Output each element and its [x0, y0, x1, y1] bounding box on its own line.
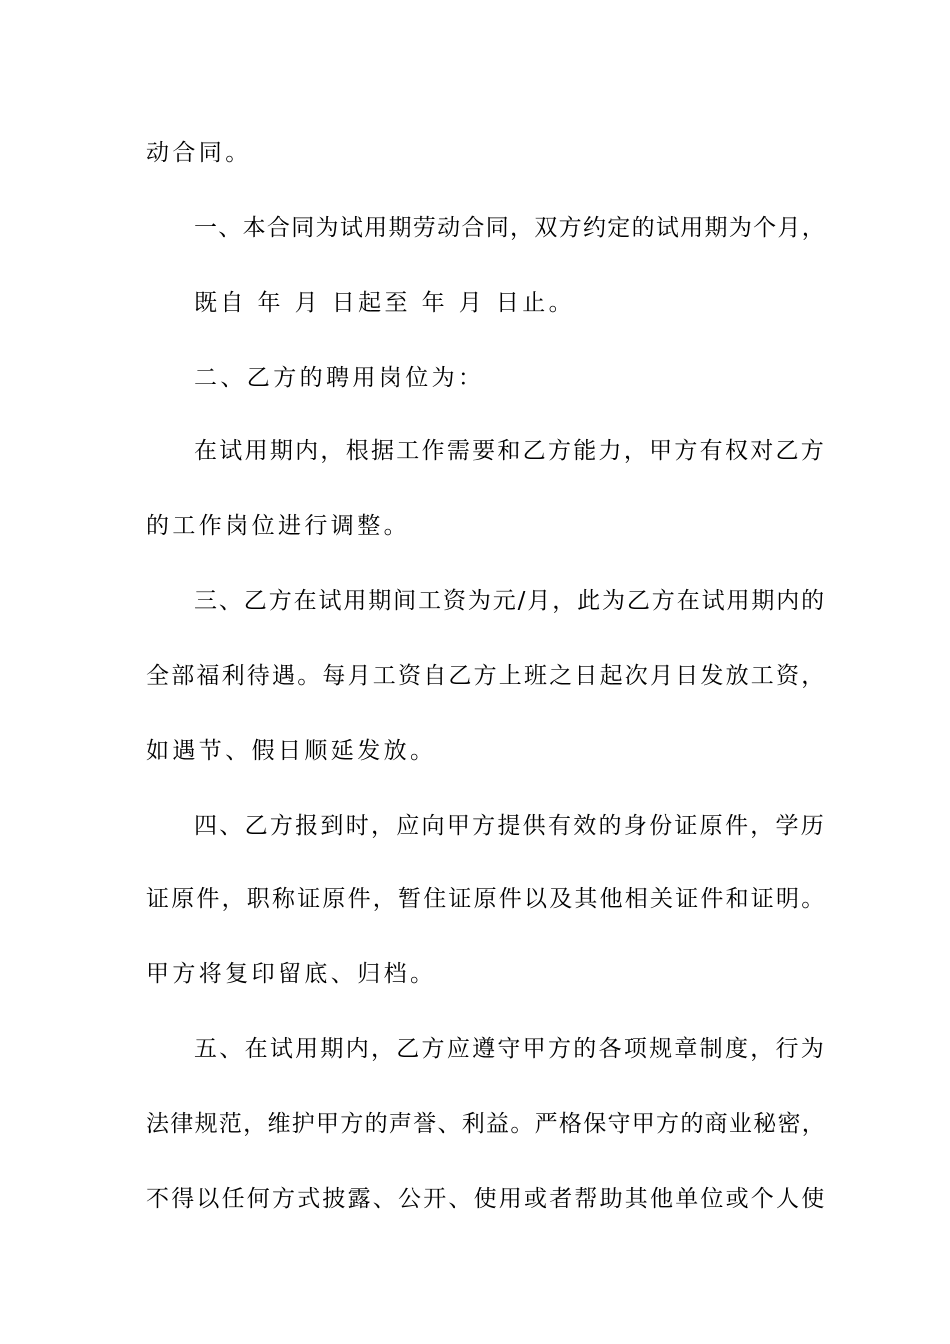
- text-line: 四、乙方报到时，应向甲方提供有效的身份证原件，学历: [194, 813, 826, 839]
- text-line: 的工作岗位进行调整。: [146, 513, 410, 539]
- text-line: 证原件，职称证原件，暂住证原件以及其他相关证件和证明。: [146, 886, 826, 912]
- text-line: 全部福利待遇。每月工资自乙方上班之日起次月日发放工资，: [146, 663, 826, 689]
- text-line: 在试用期内，根据工作需要和乙方能力，甲方有权对乙方: [194, 438, 826, 464]
- text-line: 二、乙方的聘用岗位为：: [194, 365, 485, 391]
- text-line: 不得以任何方式披露、公开、使用或者帮助其他单位或个人使: [146, 1186, 826, 1212]
- text-line: 三、乙方在试用期间工资为元/月，此为乙方在试用期内的: [194, 588, 826, 614]
- text-line: 如遇节、假日顺延发放。: [146, 738, 437, 764]
- text-line: 五、在试用期内，乙方应遵守甲方的各项规章制度，行为: [194, 1036, 826, 1062]
- text-line: 动合同。: [146, 140, 252, 166]
- text-line: 法律规范，维护甲方的声誉、利益。严格保守甲方的商业秘密，: [146, 1111, 826, 1137]
- text-line: 既自 年 月 日起至 年 月 日止。: [194, 290, 576, 316]
- text-line: 甲方将复印留底、归档。: [146, 961, 437, 987]
- text-line: 一、本合同为试用期劳动合同，双方约定的试用期为个月，: [194, 215, 826, 241]
